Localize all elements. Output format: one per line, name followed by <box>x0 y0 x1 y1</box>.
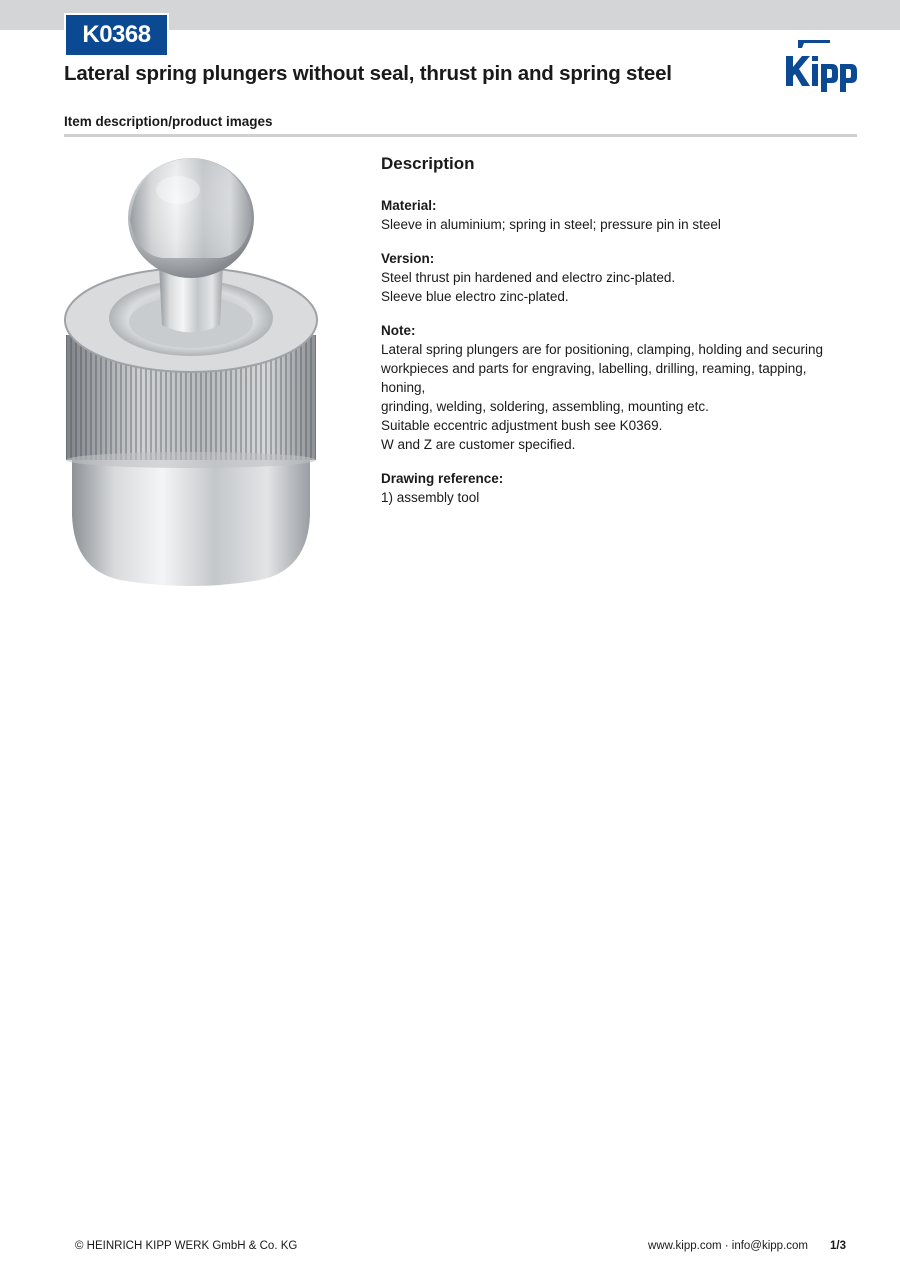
page-number: 1/3 <box>830 1240 846 1252</box>
note-text-line: Lateral spring plungers are for positioning, clamping, holding and securing <box>381 342 824 357</box>
drawing-reference-label: Drawing reference: <box>381 471 504 486</box>
product-image <box>60 150 322 590</box>
kipp-logo <box>780 36 860 94</box>
material-label: Material: <box>381 198 437 213</box>
note-block <box>381 321 851 454</box>
footer-contact[interactable]: www.kipp.com · info@kipp.com <box>648 1240 808 1252</box>
drawing-reference-block <box>381 469 851 507</box>
note-label: Note: <box>381 323 416 338</box>
item-code-badge: K0368 <box>64 13 169 57</box>
section-divider <box>64 134 857 137</box>
section-heading: Item description/product images <box>64 114 273 129</box>
version-block <box>381 249 851 306</box>
description-heading: Description <box>381 154 475 173</box>
description-panel <box>381 152 851 522</box>
material-text: Sleeve in aluminium; spring in steel; pressure pin in steel <box>381 217 721 232</box>
version-text-line: Steel thrust pin hardened and electro zinc-plated. <box>381 270 676 285</box>
footer-right <box>648 1238 846 1254</box>
version-label: Version: <box>381 251 435 266</box>
footer-copyright: © HEINRICH KIPP WERK GmbH & Co. KG <box>75 1240 298 1252</box>
note-text-line: Suitable eccentric adjustment bush see K0369. <box>381 418 663 433</box>
note-text-line: grinding, welding, soldering, assembling, mounting etc. <box>381 399 709 414</box>
version-text-line: Sleeve blue electro zinc-plated. <box>381 289 569 304</box>
drawing-reference-text: 1) assembly tool <box>381 490 480 505</box>
page-title: Lateral spring plungers without seal, thrust pin and spring steel <box>64 62 672 85</box>
note-text-line: W and Z are customer specified. <box>381 437 576 452</box>
material-block <box>381 196 851 234</box>
note-text-line: workpieces and parts for engraving, labelling, drilling, reaming, tapping, honing, <box>381 361 807 395</box>
